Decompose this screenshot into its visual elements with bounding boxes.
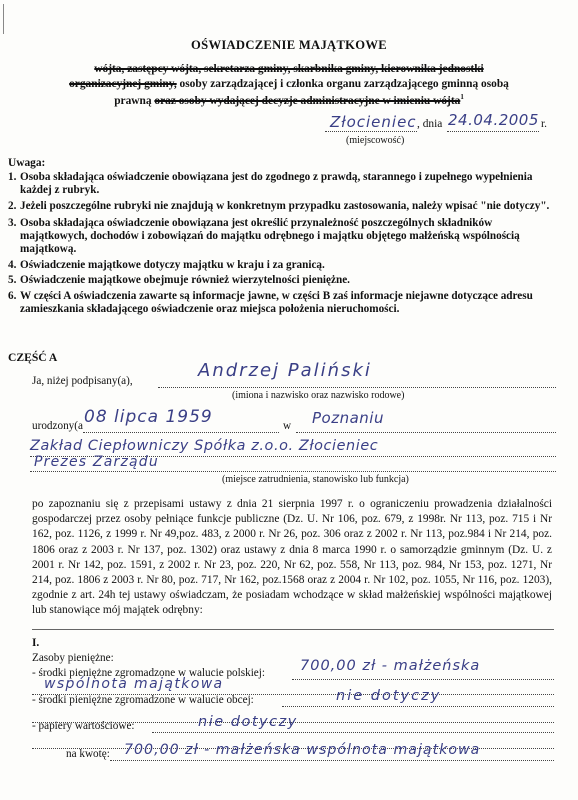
note-text: Oświadczenie majątkowe dotyczy majątku w kraju i za granicą.: [20, 259, 325, 272]
born-date-dotline: [83, 432, 279, 433]
employer-dotline-2: [30, 471, 556, 472]
employer-handwritten-2: Prezes Zarządu: [34, 454, 159, 470]
amount-handwritten: 700,00 zł - małżeńska wspólnota majątkowa: [124, 742, 481, 758]
header-line-1-struck: wójta, zastępcy wójta, sekretarza gminy, skarbnika gminy, kierownika jednostki: [94, 63, 484, 75]
born-place-dotline: [296, 432, 556, 433]
amount-dotline: [110, 760, 554, 761]
signer-handwritten: Andrzej Paliński: [198, 360, 372, 381]
section-1-heading: I.: [32, 637, 40, 649]
securities-handwritten: nie dotyczy: [198, 714, 298, 730]
header-line-2-struck: organizacyjnej gminy,: [69, 78, 177, 90]
money-subheading: Zasoby pieniężne:: [32, 652, 114, 664]
amount-label: na kwotę:: [66, 748, 110, 760]
note-text: Oświadczenie majątkowe obejmuje również wierzytelności pieniężne.: [20, 274, 350, 287]
date-dotline: [447, 131, 539, 132]
signer-dotline: [158, 387, 556, 388]
document-title: OŚWIADCZENIE MAJĄTKOWE: [191, 38, 387, 52]
note-text: Osoba składająca oświadczenie obowiązana jest do zgodnego z prawdą, starannego i zupełnego wypełnienia każdej z rubryk.: [20, 171, 533, 197]
header-line-1: [0, 63, 578, 75]
note-text: W części A oświadczenia zawarte są informacje jawne, w części B zaś informacje niejawne dotyczące adresu zamieszkania składającego oświadczenie oraz miejsca położenia nieruchomości.: [20, 289, 533, 315]
footnote-marker: 1: [460, 93, 464, 101]
foreign-funds-label: - środki pieniężne zgromadzone w walucie obcej:: [32, 694, 254, 706]
date-handwritten: 24.04.2005: [448, 111, 539, 129]
foreign-funds-handwritten: nie dotyczy: [336, 688, 442, 704]
pln-funds-handwritten: 700,00 zł - małżeńska: [300, 658, 481, 674]
note-text: Jeżeli poszczególne rubryki nie znajdują w konkretnym przypadku zastosowania, należy wpisać "nie dotyczy".: [20, 200, 550, 213]
header-line-2: [0, 78, 578, 90]
note-item: 3. Osoba składająca oświadczenie obowiązana jest określić przynależność poszczególnych składników majątkowych, dochodów i zobowiązań do majątku odrębnego i majątku objętego małżeńską wspólnością majątkową.: [8, 216, 520, 256]
notes-heading: Uwaga:: [8, 157, 46, 169]
date-suffix: r.: [541, 118, 548, 130]
statute-paragraph: po zapoznaniu się z przepisami ustawy z dnia 21 sierpnia 1997 r. o ograniczeniu prowadzenia działalności gospodarczej przez osoby pełniące funkcje publiczne (Dz. U. Nr 106, poz. 679, z 1998r. Nr 113, poz. 715 i Nr 162, poz. 1126, z 1999 r. Nr 49,poz. 483, z 2000 r. Nr 26, poz. 306 oraz z 2002 r. Nr 113, poz.984 i Nr 214, poz. 1806 oraz z 2003 r. Nr 137, poz. 1302) oraz ustawy z dnia 8 marca 1990 r. o samorządzie gminnym (Dz. U. z 2001 r. Nr 142, poz. 1591, z 2002 r. Nr 23, poz. 220, Nr 62, poz. 558, Nr 113, poz. 984, Nr 153, poz. 1271, Nr 214, poz. 1806 z 2003 r. Nr 80, poz. 717, Nr 162, poz.1568 oraz z 2004 r. Nr 102, poz. 1055, Nr 116, poz. 1203), zgodnie z art. 24h tej ustawy oświadczam, że posiadam wchodzące w skład małżeńskiej wspólności majątkowej lub stanowiące mój majątek odrębny:: [32, 498, 552, 617]
place-handwritten: Złocieniec: [330, 113, 417, 131]
note-item: 6. W części A oświadczenia zawarte są informacje jawne, w części B zaś informacje niejawne dotyczące adresu zamieszkania składającego oświadczenie oraz miejsca położenia nieruchomości.: [8, 289, 533, 315]
signer-caption: (imiona i nazwisko oraz nazwisko rodowe): [232, 390, 405, 401]
header-line-3: [0, 93, 578, 107]
notes-list: [8, 171, 553, 316]
header-line-3-struck: oraz osoby wydającej decyzje administracyjne w imieniu wójta: [154, 94, 461, 107]
dnia-label: , dnia: [417, 118, 443, 130]
margin-mark: [3, 4, 4, 34]
securities-label: - papiery wartościowe:: [32, 720, 135, 732]
pln-funds-handwritten-2: wspólnota majątkowa: [44, 676, 224, 692]
born-place-handwritten: Poznaniu: [312, 409, 384, 427]
employer-handwritten-1: Zakład Ciepłowniczy Spółka z.o.o. Złocieniec: [30, 438, 379, 454]
header-line-2-rest: osoby zarządzającej i członka organu zarządzającego gminną osobą: [176, 78, 509, 90]
note-item: 1. Osoba składająca oświadczenie obowiązana jest do zgodnego z prawdą, starannego i zupełnego wypełnienia każdej z rubryk.: [8, 171, 533, 197]
born-label: urodzony(a: [32, 420, 83, 432]
pln-funds-label: - środki pieniężne zgromadzone w walucie polskiej:: [32, 667, 265, 679]
signer-label: Ja, niżej podpisany(a),: [32, 375, 133, 387]
note-text: Osoba składająca oświadczenie obowiązana jest określić przynależność poszczególnych składników majątkowych, dochodów i zobowiązań do majątku odrębnego i majątku objętego małżeńską wspólnością majątkową.: [20, 216, 520, 256]
note-item: 4. Oświadczenie majątkowe dotyczy majątku w kraju i za granicą.: [8, 259, 325, 272]
place-dotline: [325, 131, 417, 132]
section-1-rule: [32, 629, 554, 630]
pln-funds-dotline: [292, 679, 554, 680]
securities-dotline: [152, 732, 554, 733]
header-line-3-start: prawną: [114, 94, 155, 107]
foreign-funds-dotline: [282, 706, 554, 707]
place-caption: (miejscowość): [346, 135, 405, 146]
born-w: w: [283, 420, 292, 432]
part-a-heading: CZĘŚĆ A: [8, 351, 58, 364]
note-item: 2. Jeżeli poszczególne rubryki nie znajdują w konkretnym przypadku zastosowania, należy wpisać "nie dotyczy".: [8, 200, 550, 213]
born-date-handwritten: 08 lipca 1959: [84, 407, 213, 427]
note-item: 5. Oświadczenie majątkowe obejmuje również wierzytelności pieniężne.: [8, 274, 350, 287]
employer-caption: (miejsce zatrudnienia, stanowisko lub funkcja): [222, 474, 409, 485]
